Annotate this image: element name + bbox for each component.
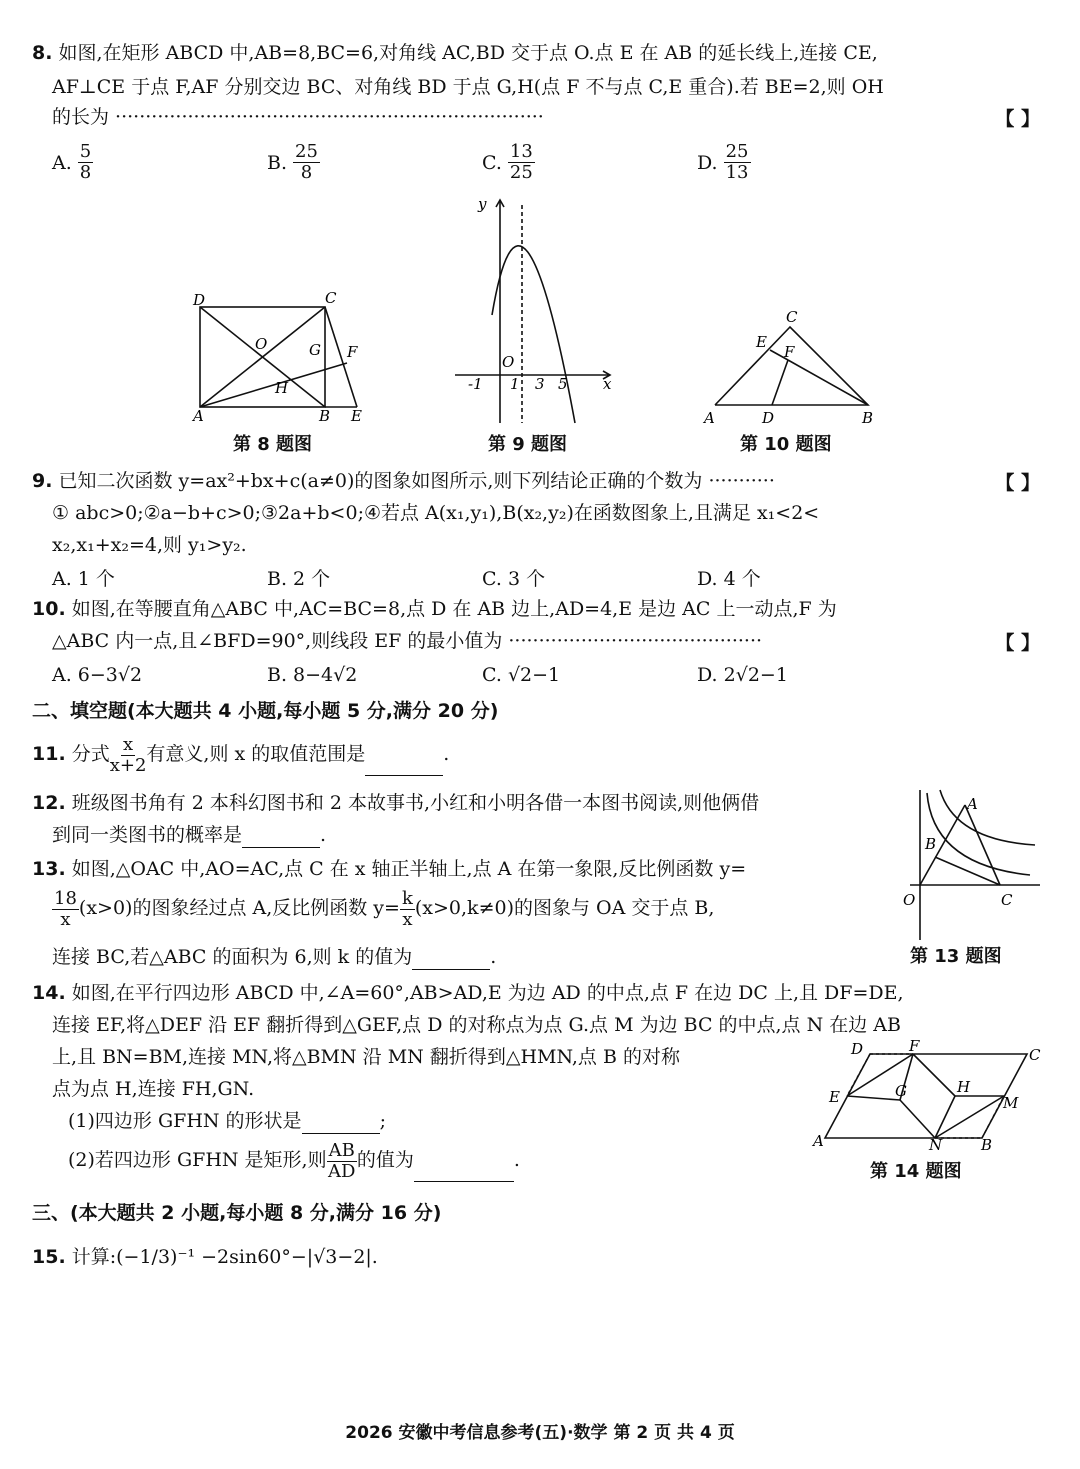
q14-line2: 连接 EF,将△DEF 沿 EF 翻折得到△GEF,点 D 的对称点为点 G.点 M 为边 BC 的中点,点 N 在边 AB: [52, 1014, 901, 1036]
q13-blank: [412, 951, 490, 970]
q14-line4: 点为点 H,连接 FH,GN.: [52, 1078, 255, 1100]
q13-line3: 连接 BC,若△ABC 的面积为 6,则 k 的值为 .: [52, 946, 497, 968]
q8-line3: 的长为 ·······································································: [52, 106, 544, 128]
q8-option-c: C. $\frac{13}{25}$: [482, 141, 533, 183]
q9-text1: 已知二次函数 y=ax²+bx+c(a≠0)的图象如图所示,则下列结论正确的个数为 ···········: [58, 470, 775, 492]
fig10-label-d: D: [762, 409, 775, 427]
q15-line: [32, 1244, 378, 1270]
q8-option-b: B. $\frac{25}{8}$: [267, 141, 318, 183]
q9-option-a: A. 1 个: [52, 568, 115, 590]
q15-text: 计算:(−1/3)⁻¹ −2sin60°−|√3−2|.: [71, 1246, 378, 1268]
fig9-caption: 第 9 题图: [488, 434, 568, 455]
q10-line1: [32, 596, 837, 622]
q14-line3: 上,且 BN=BM,连接 MN,将△BMN 沿 MN 翻折得到△HMN,点 B 的对称: [52, 1046, 680, 1068]
fig9-label-x: x: [603, 375, 612, 393]
q8-line1: [32, 40, 878, 66]
q11-number: 11.: [32, 743, 66, 765]
fig13-label-c: C: [1001, 891, 1013, 909]
q15-number: 15.: [32, 1246, 66, 1268]
fig8-label-e: E: [351, 407, 362, 425]
q14-blank-1: [302, 1115, 380, 1134]
q8-options: [52, 142, 912, 183]
q10-line2: △ABC 内一点,且∠BFD=90°,则线段 EF 的最小值为 ··········································: [52, 630, 763, 652]
fig14-label-e: E: [829, 1088, 840, 1106]
q9-answer-bracket: 【 】: [995, 472, 1040, 494]
q10-answer-bracket: 【 】: [995, 632, 1040, 654]
q14-blank-2: [414, 1163, 514, 1182]
fig14-label-d: D: [851, 1040, 864, 1058]
q11-line: 11. 分式 $\frac{x}{x+2}$ 有意义,则 x 的取值范围是 .: [32, 733, 450, 776]
section-2-heading: 二、填空题(本大题共 4 小题,每小题 5 分,满分 20 分): [32, 700, 499, 722]
fig9-tick-5: 5: [558, 375, 568, 393]
fig8-label-c: C: [325, 289, 337, 307]
fig13-label-b: B: [925, 835, 937, 853]
fig8-label-d: D: [193, 291, 206, 309]
fig10-caption: 第 10 题图: [740, 434, 832, 455]
q13-line1: [32, 856, 746, 882]
q8-option-a: A. $\frac{5}{8}$: [52, 141, 92, 183]
q14-sub1: (1)四边形 GFHN 的形状是 ;: [68, 1110, 386, 1132]
fig14-label-c: C: [1029, 1046, 1041, 1064]
fig8-label-a: A: [193, 407, 204, 425]
q10-option-a: A. 6−3√2: [52, 664, 143, 686]
q9-line1: [32, 468, 775, 494]
q8-line2: AF⊥CE 于点 F,AF 分别交边 BC、对角线 BD 于点 G,H(点 F 不与点 C,E 重合).若 BE=2,则 OH: [52, 76, 884, 98]
q13-fraction-18x: $\frac{18}{x}$: [54, 887, 77, 930]
fig14-label-h: H: [957, 1078, 971, 1096]
q14-text1: 如图,在平行四边形 ABCD 中,∠A=60°,AB>AD,E 为边 AD 的中点,点 F 在边 DC 上,且 DF=DE,: [71, 982, 904, 1004]
q11-fraction: $\frac{x}{x+2}$: [109, 733, 147, 776]
fig8-label-g: G: [309, 341, 321, 359]
q9-line3: x₂,x₁+x₂=4,则 y₁>y₂.: [52, 534, 247, 556]
fig13-label-o: O: [903, 891, 916, 909]
figure-8-rectangle: [185, 285, 385, 425]
q11-pre: 分式: [71, 743, 110, 765]
fig8-label-o: O: [255, 335, 268, 353]
q14-sub2: (2)若四边形 GFHN 是矩形,则 $\frac{AB}{AD}$ 的值为 .: [68, 1139, 520, 1182]
fig14-caption: 第 14 题图: [870, 1161, 962, 1182]
fig8-label-h: H: [275, 379, 289, 397]
fig8-label-b: B: [319, 407, 331, 425]
fig13-label-a: A: [967, 795, 978, 813]
fig10-label-c: C: [786, 308, 798, 326]
q14-number: 14.: [32, 982, 66, 1004]
page-footer: 2026 安徽中考信息参考(五)·数学 第 2 页 共 4 页: [345, 1423, 735, 1443]
fig14-label-f: F: [909, 1040, 920, 1055]
q10-option-d: D. 2√2−1: [697, 664, 788, 686]
q13-fraction-kx: $\frac{k}{x}$: [401, 887, 413, 930]
fig14-label-n: N: [929, 1136, 943, 1154]
q10-number: 10.: [32, 598, 66, 620]
q10-option-b: B. 8−4√2: [267, 664, 358, 686]
fig10-label-e: E: [756, 333, 767, 351]
q9-option-b: B. 2 个: [267, 568, 331, 590]
fig10-label-a: A: [704, 409, 715, 427]
fig14-label-m: M: [1003, 1094, 1019, 1112]
q9-option-c: C. 3 个: [482, 568, 546, 590]
figure-14-parallelogram: [805, 1040, 1050, 1155]
figure-13-hyperbola: [895, 785, 1045, 945]
q11-blank: [365, 757, 443, 776]
fig14-label-b: B: [981, 1136, 993, 1154]
fig14-label-a: A: [813, 1132, 824, 1150]
fig8-caption: 第 8 题图: [233, 434, 313, 455]
fig9-label-o: O: [502, 353, 515, 371]
q13-text1: 如图,△OAC 中,AO=AC,点 C 在 x 轴正半轴上,点 A 在第一象限,反比例函数 y=: [71, 858, 747, 880]
q10-options: [52, 664, 912, 686]
q13-number: 13.: [32, 858, 66, 880]
q12-blank: [242, 829, 320, 848]
q9-option-d: D. 4 个: [697, 568, 761, 590]
q11-post: 有意义,则 x 的取值范围是: [146, 743, 366, 765]
q10-text1: 如图,在等腰直角△ABC 中,AC=BC=8,点 D 在 AB 边上,AD=4,E 是边 AC 上一动点,F 为: [71, 598, 837, 620]
q9-line2: ① abc>0;②a−b+c>0;③2a+b<0;④若点 A(x₁,y₁),B(x₂,y₂)在函数图象上,且满足 x₁<2<: [52, 502, 820, 524]
fig9-tick-1: 1: [510, 375, 520, 393]
q8-option-d: D. $\frac{25}{13}$: [697, 141, 749, 183]
q8-answer-bracket: 【 】: [995, 108, 1040, 130]
q8-text1: 如图,在矩形 ABCD 中,AB=8,BC=6,对角线 AC,BD 交于点 O.点 E 在 AB 的延长线上,连接 CE,: [58, 42, 878, 64]
q12-number: 12.: [32, 792, 66, 814]
q14-fraction-ab-ad: $\frac{AB}{AD}$: [327, 1139, 356, 1182]
q10-option-c: C. √2−1: [482, 664, 561, 686]
q8-number: 8.: [32, 42, 53, 64]
fig10-label-f: F: [784, 343, 795, 361]
fig9-tick-3: 3: [535, 375, 545, 393]
q9-number: 9.: [32, 470, 53, 492]
fig10-label-b: B: [862, 409, 874, 427]
q14-line1: [32, 980, 904, 1006]
section-3-heading: 三、(本大题共 2 小题,每小题 8 分,满分 16 分): [32, 1202, 442, 1224]
q12-line2: 到同一类图书的概率是 .: [52, 824, 327, 846]
fig13-caption: 第 13 题图: [910, 946, 1002, 967]
figure-10-triangle: [700, 305, 890, 430]
fig9-label-y: y: [478, 195, 487, 213]
fig8-label-f: F: [347, 343, 358, 361]
figure-9-parabola: [450, 195, 620, 425]
q13-line2: $\frac{18}{x}$ (x>0)的图象经过点 A,反比例函数 y= $\frac{k}{x}$ (x>0,k≠0)的图象与 OA 交于点 B,: [54, 887, 715, 930]
q12-line1: [32, 790, 759, 816]
fig9-tick-m1: -1: [468, 375, 483, 393]
q9-options: [52, 564, 912, 591]
q12-text1: 班级图书角有 2 本科幻图书和 2 本故事书,小红和小明各借一本图书阅读,则他俩借: [71, 792, 760, 814]
fig14-label-g: G: [895, 1082, 907, 1100]
